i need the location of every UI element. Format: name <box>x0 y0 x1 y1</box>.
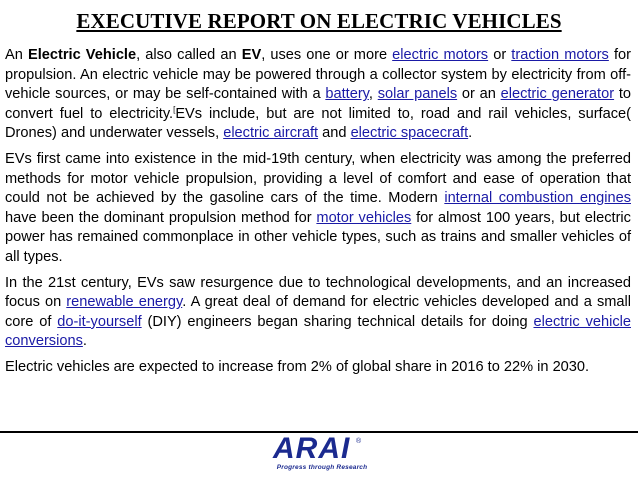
link-internal-combustion-engines[interactable]: internal combustion engines <box>444 190 631 207</box>
term-electric-vehicle: Electric Vehicle <box>27 47 137 63</box>
link-electric-spacecraft[interactable]: electric spacecraft <box>350 125 469 142</box>
text: Electric vehicles are expected to increase from 2% of global share in 2016 to 22% in 2030. <box>5 358 590 375</box>
paragraph-history <box>5 150 631 268</box>
logo-tagline: Progress through Research <box>276 464 368 471</box>
link-do-it-yourself[interactable]: do-it-yourself <box>57 313 142 330</box>
paragraph-resurgence <box>5 274 631 352</box>
text: for propulsion. An electric vehicle may be powered through a collector system by electricity from off-vehicle sources, or may be self-contained with a <box>5 47 631 103</box>
link-electric-aircraft[interactable]: electric aircraft <box>223 125 319 142</box>
paragraph-forecast <box>5 358 631 378</box>
link-electric-motors[interactable]: electric motors <box>392 47 489 63</box>
text: (DIY) engineers began sharing technical details for doing <box>141 313 534 330</box>
link-battery[interactable]: battery <box>325 86 369 103</box>
text: , <box>368 86 378 103</box>
arai-logo <box>268 434 376 474</box>
logo-wordmark: ARAI <box>273 432 351 465</box>
text: In the 21st century, EVs saw resurgence due to technological developments, and an increased focus on <box>5 274 631 311</box>
link-electric-vehicle-conversions[interactable]: electric vehicle conversions <box>5 313 631 350</box>
text: . A great deal of demand for electric vehicles developed and a small core of <box>5 294 632 330</box>
text: or <box>488 47 512 63</box>
text: EVs first came into existence in the mid-19th century, when electricity was among the preferred methods for motor vehicle propulsion, providing a level of comfort and ease of operation that could not be achieved by the gasoline cars of the time. Modern <box>5 150 631 207</box>
text: . <box>468 125 473 142</box>
text: , also called an <box>136 47 242 63</box>
report-title: EXECUTIVE REPORT ON ELECTRIC VEHICLES <box>76 9 562 33</box>
text: An <box>5 47 28 63</box>
text: EVs include, but are not limited to, road and rail vehicles, surface( Drones) and underwater vessels, <box>5 105 632 142</box>
text: to convert fuel to electricity. <box>5 86 632 122</box>
link-solar-panels[interactable]: solar panels <box>377 86 458 103</box>
link-motor-vehicles[interactable]: motor vehicles <box>316 209 412 226</box>
text: or an <box>457 86 501 103</box>
paragraph-definition <box>5 46 631 144</box>
link-traction-motors[interactable]: traction motors <box>511 47 609 63</box>
text: have been the dominant propulsion method for <box>5 209 317 226</box>
registered-mark: ® <box>356 438 362 445</box>
citation-marker: [ <box>173 104 176 114</box>
term-ev: EV <box>241 47 262 63</box>
text: . <box>82 333 87 350</box>
text: , uses one or more <box>261 47 393 63</box>
link-electric-generator[interactable]: electric generator <box>500 86 615 103</box>
text: for almost 100 years, but electric power has remained commonplace in other vehicle types, such as trains and smaller vehicles of all types. <box>5 209 631 265</box>
report-body <box>5 46 631 384</box>
text: and <box>318 125 351 142</box>
link-renewable-energy[interactable]: renewable energy <box>66 294 183 311</box>
